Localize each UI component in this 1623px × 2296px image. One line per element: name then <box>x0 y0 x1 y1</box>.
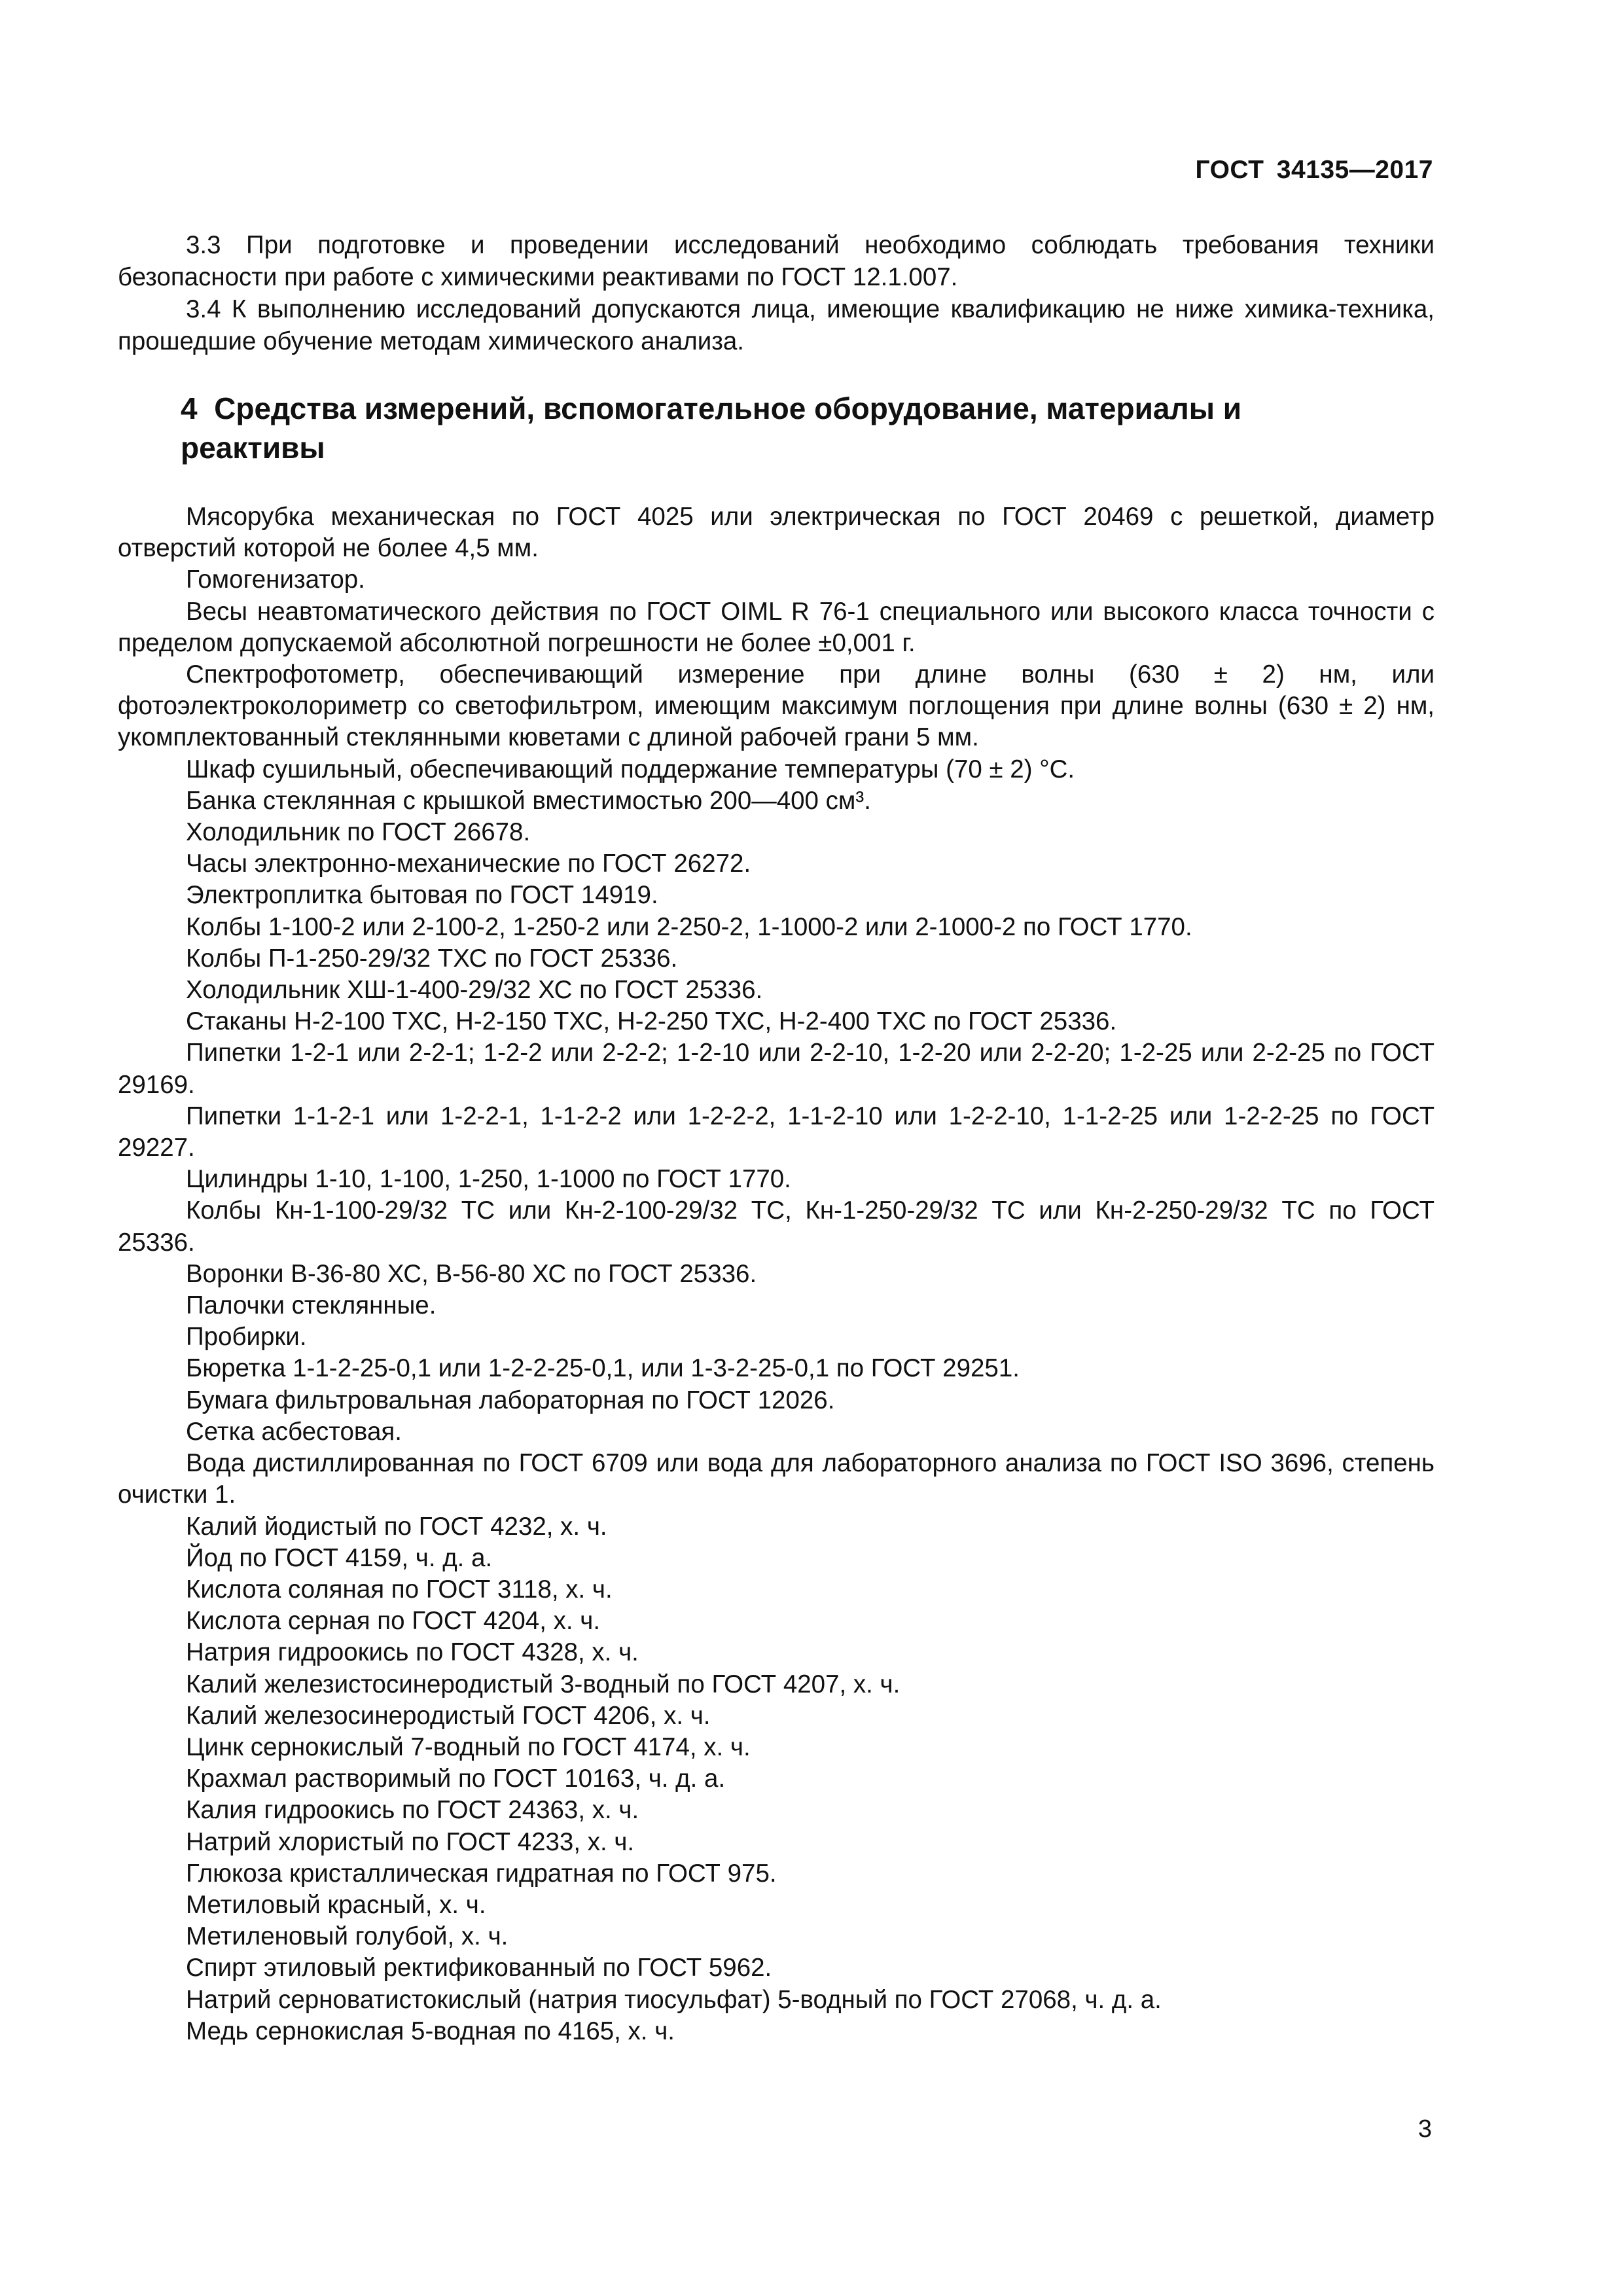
list-item: Глюкоза кристаллическая гидратная по ГОСТ 975. <box>186 1859 777 1888</box>
document-code-header: ГОСТ 34135—2017 <box>1195 156 1433 184</box>
list-item: Пипетки 1-1-2-1 или 1-2-2-1, 1-1-2-2 или 1-2-2-2, 1-1-2-10 или 1-2-2-10, 1-1-2-25 или 1-2-2-25 по ГОСТ 29227. <box>118 1102 1435 1162</box>
paragraph-3-3: 3.3 При подготовке и проведении исследований необходимо соблюдать требования техники безопасности при работе с химическими реактивами по ГОСТ 12.1.007. <box>118 231 1435 291</box>
page-content <box>118 229 1435 2047</box>
list-item: Спектрофотометр, обеспечивающий измерение при длине волны (630 ± 2) нм, или фотоэлектроколориметр со светофильтром, имеющим максимум поглощения при длине волны (630 ± 2) нм, укомплектованный стеклянными кюветами с длиной рабочей грани 5 мм. <box>118 660 1435 752</box>
list-item: Натрий хлористый по ГОСТ 4233, х. ч. <box>186 1827 635 1856</box>
list-item: Вода дистиллированная по ГОСТ 6709 или вода для лабораторного анализа по ГОСТ ISO 3696, степень очистки 1. <box>118 1449 1435 1509</box>
list-item: Кислота соляная по ГОСТ 3118, х. ч. <box>186 1575 613 1604</box>
list-item: Кислота серная по ГОСТ 4204, х. ч. <box>186 1607 601 1636</box>
equipment-list <box>118 501 1435 2047</box>
list-item: Цилиндры 1-10, 1-100, 1-250, 1-1000 по ГОСТ 1770. <box>186 1165 791 1194</box>
list-item: Крахмал растворимый по ГОСТ 10163, ч. д. а. <box>186 1765 726 1793</box>
list-item: Палочки стеклянные. <box>186 1291 437 1320</box>
section-number: 4 <box>181 391 198 425</box>
list-item: Бумага фильтровальная лабораторная по ГОСТ 12026. <box>186 1386 835 1414</box>
list-item: Пипетки 1-2-1 или 2-2-1; 1-2-2 или 2-2-2; 1-2-10 или 2-2-10, 1-2-20 или 2-2-20; 1-2-25 или 2-2-25 по ГОСТ 29169. <box>118 1039 1435 1099</box>
list-item: Колбы Кн-1-100-29/32 ТС или Кн-2-100-29/32 ТС, Кн-1-250-29/32 ТС или Кн-2-250-29/32 ТС по ГОСТ 25336. <box>118 1196 1435 1257</box>
paragraph-3-4: 3.4 К выполнению исследований допускаются лица, имеющие квалификацию не ниже химика-техника, прошедшие обучение методам химического анализа. <box>118 295 1435 355</box>
list-item: Натрия гидроокись по ГОСТ 4328, х. ч. <box>186 1638 639 1667</box>
list-item: Часы электронно-механические по ГОСТ 26272. <box>186 850 751 878</box>
list-item: Спирт этиловый ректификованный по ГОСТ 5962. <box>186 1954 772 1982</box>
list-item: Банка стеклянная с крышкой вместимостью 200—400 см³. <box>186 786 871 815</box>
list-item: Воронки В-36-80 ХС, В-56-80 ХС по ГОСТ 25336. <box>186 1259 757 1288</box>
page-number: 3 <box>1418 2115 1432 2143</box>
list-item: Сетка асбестовая. <box>186 1417 402 1446</box>
list-item: Электроплитка бытовая по ГОСТ 14919. <box>186 881 658 910</box>
list-item: Шкаф сушильный, обеспечивающий поддержание температуры (70 ± 2) °С. <box>186 755 1075 783</box>
list-item: Метиловый красный, х. ч. <box>186 1890 486 1919</box>
list-item: Колбы П-1-250-29/32 ТХС по ГОСТ 25336. <box>186 944 678 973</box>
list-item: Весы неавтоматического действия по ГОСТ OIML R 76-1 специального или высокого класса точности с пределом допускаемой абсолютной погрешности не более ±0,001 г. <box>118 597 1435 657</box>
list-item: Мясорубка механическая по ГОСТ 4025 или электрическая по ГОСТ 20469 с решеткой, диаметр отверстий которой не более 4,5 мм. <box>118 503 1435 563</box>
list-item: Калий йодистый по ГОСТ 4232, х. ч. <box>186 1512 607 1541</box>
list-item: Холодильник по ГОСТ 26678. <box>186 818 531 847</box>
list-item: Бюретка 1-1-2-25-0,1 или 1-2-2-25-0,1, или 1-3-2-25-0,1 по ГОСТ 29251. <box>186 1354 1020 1383</box>
list-item: Йод по ГОСТ 4159, ч. д. а. <box>186 1543 493 1572</box>
list-item: Пробирки. <box>186 1323 307 1352</box>
list-item: Калий железистосинеродистый 3-водный по ГОСТ 4207, х. ч. <box>186 1670 901 1698</box>
list-item: Калия гидроокись по ГОСТ 24363, х. ч. <box>186 1796 639 1825</box>
list-item: Метиленовый голубой, х. ч. <box>186 1922 508 1951</box>
list-item: Цинк сернокислый 7-водный по ГОСТ 4174, х. ч. <box>186 1732 751 1761</box>
list-item: Холодильник ХШ-1-400-29/32 ХС по ГОСТ 25336. <box>186 976 763 1005</box>
list-item: Колбы 1-100-2 или 2-100-2, 1-250-2 или 2-250-2, 1-1000-2 или 2-1000-2 по ГОСТ 1770. <box>186 912 1192 941</box>
section-title-text: Средства измерений, вспомогательное оборудование, материалы и реактивы <box>181 391 1242 465</box>
section-heading <box>118 389 1435 467</box>
list-item: Калий железосинеродистый ГОСТ 4206, х. ч. <box>186 1701 711 1730</box>
list-item: Гомогенизатор. <box>186 565 365 594</box>
list-item: Медь сернокислая 5-водная по 4165, х. ч. <box>186 2017 675 2045</box>
list-item: Натрий серноватистокислый (натрия тиосульфат) 5-водный по ГОСТ 27068, ч. д. а. <box>186 1985 1162 2014</box>
list-item: Стаканы Н-2-100 ТХС, Н-2-150 ТХС, Н-2-250 ТХС, Н-2-400 ТХС по ГОСТ 25336. <box>186 1007 1117 1036</box>
